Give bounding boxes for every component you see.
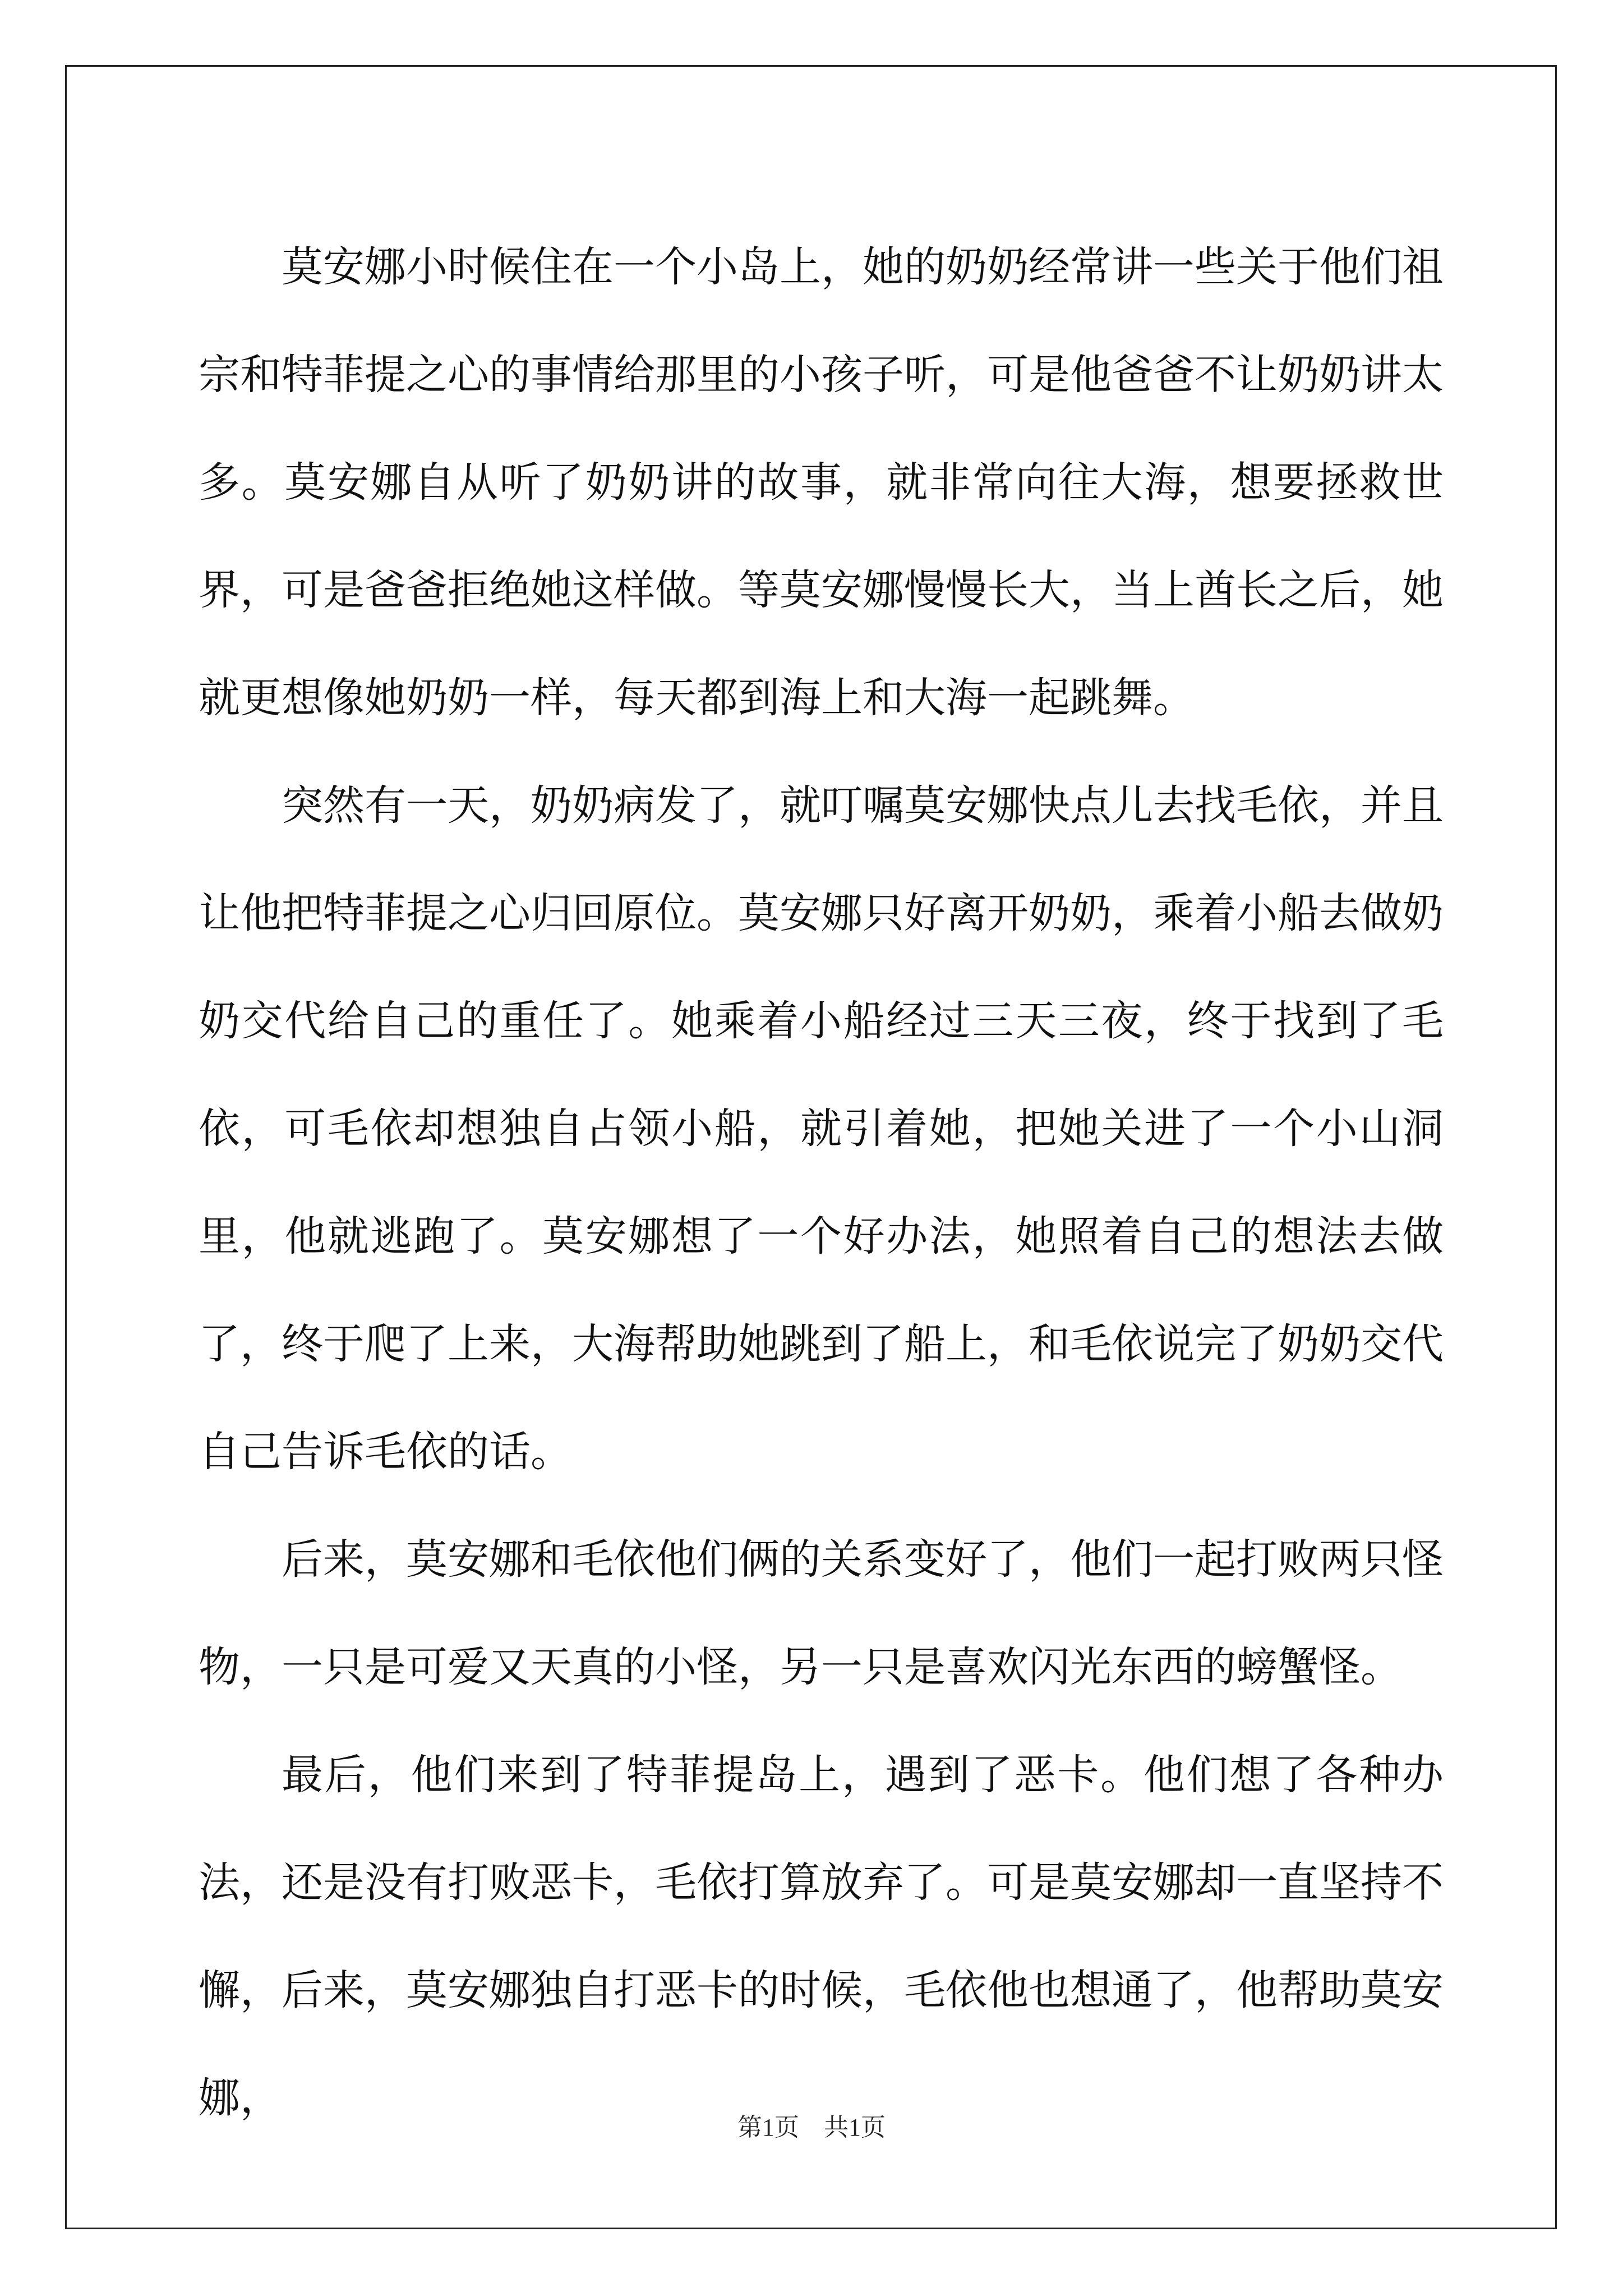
paragraph-2: 突然有一天，奶奶病发了，就叮嘱莫安娜快点儿去找毛依，并且让他把特菲提之心归回原位。莫安娜只好离开奶奶，乘着小船去做奶奶交代给自己的重任了。她乘着小船经过三天三夜，终于找到了毛依，可毛依却想独自占领小船，就引着她，把她关进了一个小山洞里，他就逃跑了。莫安娜想了一个好办法，她照着自己的想法去做了，终于爬了上来，大海帮助她跳到了船上，和毛依说完了奶奶交代自己告诉毛依的话。: [199, 781, 1444, 1476]
paragraph-1: 莫安娜小时候住在一个小岛上，她的奶奶经常讲一些关于他们祖宗和特菲提之心的事情给那里的小孩子听，可是他爸爸不让奶奶讲太多。莫安娜自从听了奶奶讲的故事，就非常向往大海，想要拯救世界，可是爸爸拒绝她这样做。等莫安娜慢慢长大，当上酋长之后，她就更想像她奶奶一样，每天都到海上和大海一起跳舞。: [199, 243, 1444, 722]
page-number: 第1页 共1页: [737, 2114, 886, 2141]
paragraph-4: 最后，他们来到了特菲提岛上，遇到了恶卡。他们想了各种办法，还是没有打败恶卡，毛依打算放弃了。可是莫安娜却一直坚持不懈，后来，莫安娜独自打恶卡的时候，毛依他也想通了，他帮助莫安娜，: [199, 1751, 1444, 2122]
page-footer: [0, 2107, 1623, 2143]
paragraph-3: 后来，莫安娜和毛依他们俩的关系变好了，他们一起打败两只怪物，一只是可爱又天真的小怪，另一只是喜欢闪光东西的螃蟹怪。: [199, 1535, 1444, 1691]
document-body: [199, 213, 1444, 2152]
